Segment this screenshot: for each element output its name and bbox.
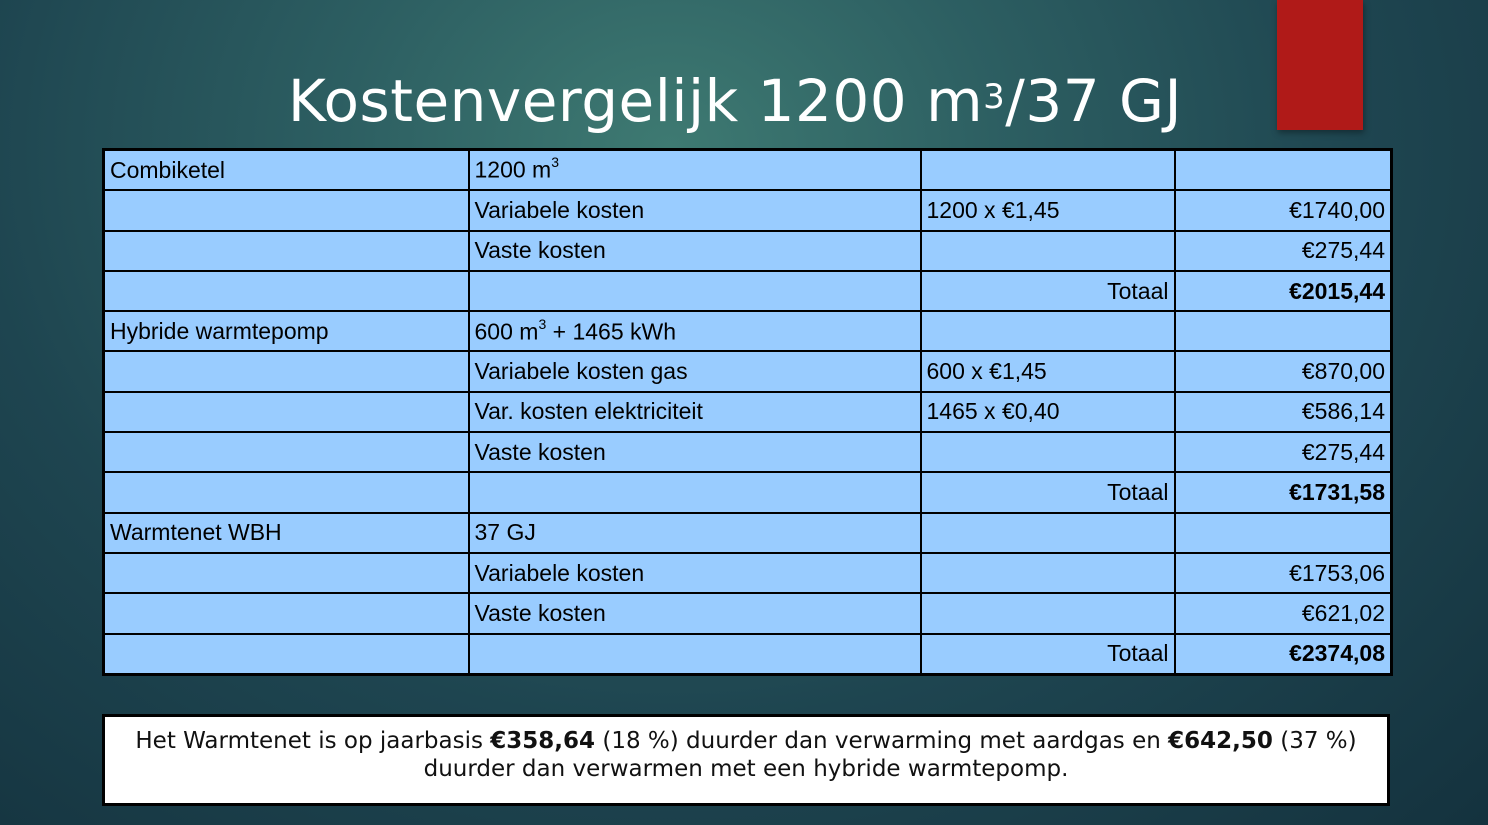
description-cell — [469, 271, 921, 311]
category-cell — [104, 231, 469, 271]
description-cell: Variabele kosten — [469, 190, 921, 230]
table-row — [104, 150, 1392, 191]
amount-cell: €870,00 — [1175, 351, 1392, 391]
table-row — [104, 231, 1392, 271]
table-row-total — [104, 634, 1392, 675]
calculation-cell: 1465 x €0,40 — [921, 392, 1175, 432]
table-row — [104, 553, 1392, 593]
conclusion-text: Het Warmtenet is op jaarbasis — [135, 728, 491, 754]
category-cell: Hybride warmtepomp — [104, 311, 469, 351]
category-cell: Combiketel — [104, 150, 469, 191]
total-amount: €1731,58 — [1175, 472, 1392, 512]
conclusion-amount-gas: €358,64 — [490, 728, 596, 754]
amount-cell: €1740,00 — [1175, 190, 1392, 230]
category-cell: Warmtenet WBH — [104, 513, 469, 553]
calculation-cell — [921, 150, 1175, 191]
description-cell — [469, 472, 921, 512]
table-row — [104, 392, 1392, 432]
amount-cell — [1175, 311, 1392, 351]
total-amount: €2015,44 — [1175, 271, 1392, 311]
category-cell — [104, 432, 469, 472]
conclusion-text: (18 %) duurder dan verwarming met aardgas en — [595, 728, 1169, 754]
description-cell: Var. kosten elektriciteit — [469, 392, 921, 432]
conclusion-amount-hybrid: €642,50 — [1168, 728, 1273, 754]
table-row — [104, 190, 1392, 230]
total-label: Totaal — [921, 472, 1175, 512]
amount-cell: €621,02 — [1175, 593, 1392, 633]
calculation-cell: 1200 x €1,45 — [921, 190, 1175, 230]
table-row-total — [104, 472, 1392, 512]
table-row-total — [104, 271, 1392, 311]
total-label: Totaal — [921, 271, 1175, 311]
calculation-cell — [921, 311, 1175, 351]
total-amount: €2374,08 — [1175, 634, 1392, 675]
amount-cell — [1175, 150, 1392, 191]
table-row — [104, 432, 1392, 472]
category-cell — [104, 593, 469, 633]
description-cell: 600 $m^3 + 1465$ kWh — [469, 311, 921, 351]
amount-cell: €586,14 — [1175, 392, 1392, 432]
description-cell: Vaste kosten — [469, 432, 921, 472]
description-cell: Vaste kosten — [469, 231, 921, 271]
description-cell: 37 GJ — [469, 513, 921, 553]
calculation-cell — [921, 513, 1175, 553]
description-cell: Variabele kosten gas — [469, 351, 921, 391]
amount-cell: €275,44 — [1175, 231, 1392, 271]
calculation-cell — [921, 553, 1175, 593]
conclusion-text: (37 %) duurder dan verwarmen met een hybride warmtepomp. — [423, 728, 1357, 782]
category-cell — [104, 472, 469, 512]
description-cell: 1200 $m^3$ — [469, 150, 921, 191]
table-row — [104, 593, 1392, 633]
cost-comparison-table — [102, 148, 1393, 676]
description-cell — [469, 634, 921, 675]
description-cell: Vaste kosten — [469, 593, 921, 633]
slide-title: Kostenvergelijk 1200 $m^3/37$ GJ — [287, 66, 1183, 135]
description-cell: Variabele kosten — [469, 553, 921, 593]
category-cell — [104, 392, 469, 432]
category-cell — [104, 271, 469, 311]
conclusion-box — [102, 714, 1390, 806]
category-cell — [104, 190, 469, 230]
table-row — [104, 351, 1392, 391]
amount-cell: €275,44 — [1175, 432, 1392, 472]
amount-cell — [1175, 513, 1392, 553]
category-cell — [104, 634, 469, 675]
calculation-cell — [921, 432, 1175, 472]
calculation-cell: 600 x €1,45 — [921, 351, 1175, 391]
category-cell — [104, 553, 469, 593]
table-row — [104, 513, 1392, 553]
calculation-cell — [921, 593, 1175, 633]
category-cell — [104, 351, 469, 391]
calculation-cell — [921, 231, 1175, 271]
total-label: Totaal — [921, 634, 1175, 675]
amount-cell: €1753,06 — [1175, 553, 1392, 593]
table-row — [104, 311, 1392, 351]
